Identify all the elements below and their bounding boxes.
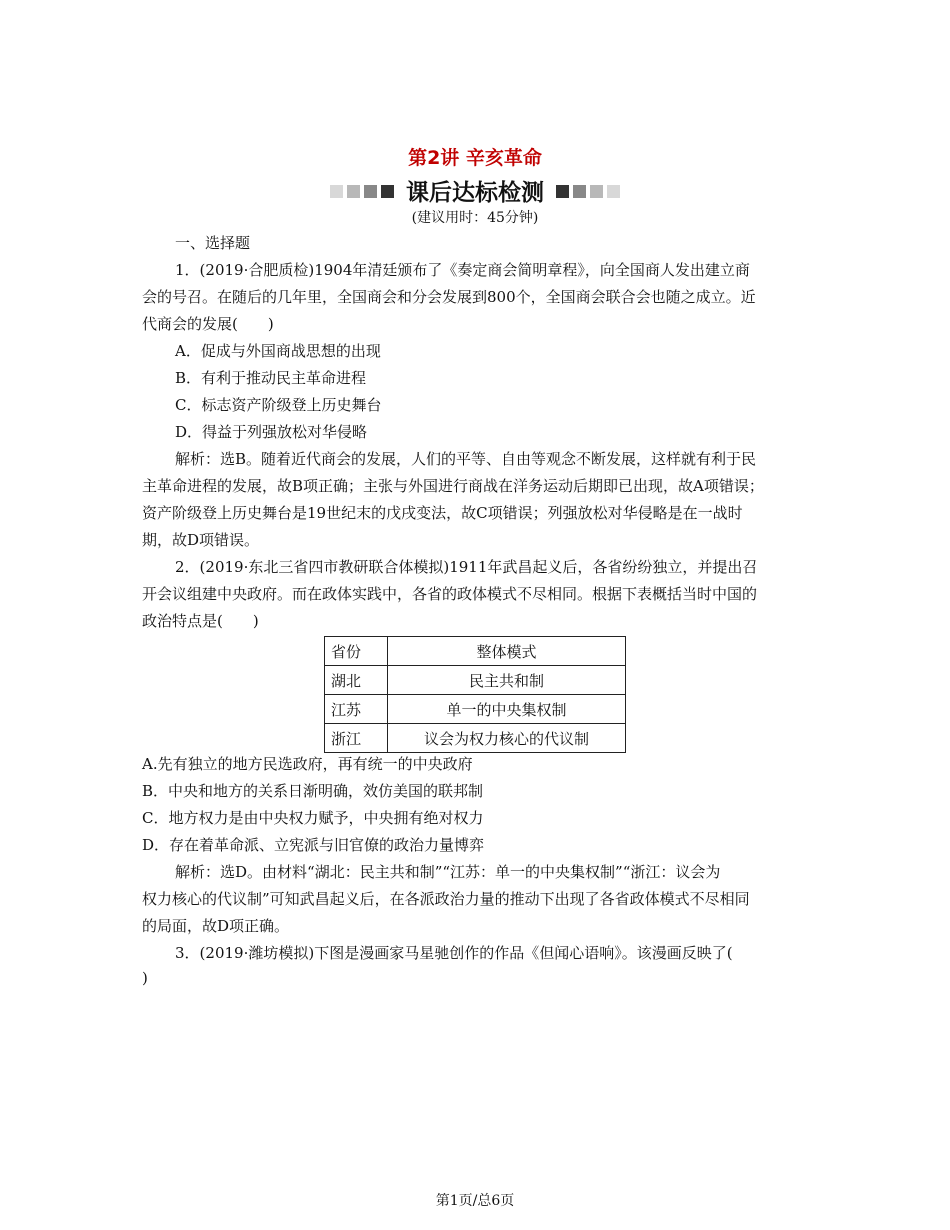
table-cell: 江苏 — [325, 695, 388, 724]
table-row — [325, 666, 626, 695]
section-banner — [0, 174, 950, 207]
q1-option-d: D．得益于列强放松对华侵略 — [175, 423, 368, 441]
table-header-cell: 省份 — [325, 637, 388, 666]
q2-analysis-line-1: 解析：选D。由材料“湖北：民主共和制”“江苏：单一的中央集权制”“浙江：议会为 — [175, 863, 721, 881]
q1-analysis-line-3: 资产阶级登上历史舞台是19世纪末的戊戌变法，故C项错误；列强放松对华侵略是在一战时 — [142, 504, 743, 522]
time-note: (建议用时：45分钟) — [411, 210, 539, 226]
table-cell: 湖北 — [325, 666, 388, 695]
banner-text: 课后达标检测 — [406, 180, 544, 206]
page-footer: 第1页/总6页 — [435, 1193, 515, 1209]
q1-analysis-line-2: 主革命进程的发展，故B项正确；主张与外国进行商战在洋务运动后期即已出现，故A项错误； — [142, 477, 764, 495]
table-cell: 单一的中央集权制 — [388, 695, 626, 724]
q1-stem-line-2: 会的号召。在随后的几年里，全国商会和分会发展到800个，全国商会联合会也随之成立。近 — [142, 288, 756, 306]
q2-stem-line-2: 开会议组建中央政府。而在政体实践中，各省的政体模式不尽相同。根据下表概括当时中国的 — [142, 585, 758, 603]
province-table — [324, 636, 626, 753]
q2-option-b: B．中央和地方的关系日渐明确，效仿美国的联邦制 — [142, 782, 484, 800]
q1-option-b: B．有利于推动民主革命进程 — [175, 369, 367, 387]
q1-option-a: A．促成与外国商战思想的出现 — [175, 342, 381, 360]
q2-option-a: A.先有独立的地方民选政府，再有统一的中央政府 — [142, 755, 473, 773]
q3-stem-line-2: ) — [142, 969, 148, 987]
q2-option-d: D．存在着革命派、立宪派与旧官僚的政治力量博弈 — [142, 836, 485, 854]
q2-analysis-line-2: 权力核心的代议制”可知武昌起义后，在各派政治力量的推动下出现了各省政体模式不尽相同 — [142, 890, 750, 908]
table-cell: 民主共和制 — [388, 666, 626, 695]
q1-analysis-line-1: 解析：选B。随着近代商会的发展，人们的平等、自由等观念不断发展，这样就有利于民 — [175, 450, 757, 468]
q2-stem-line-3: 政治特点是( ) — [142, 612, 259, 630]
q2-stem-line-1: 2．(2019·东北三省四市教研联合体模拟)1911年武昌起义后，各省纷纷独立，并提出召 — [175, 558, 758, 576]
banner-decoration-right — [554, 178, 622, 204]
q2-option-c: C．地方权力是由中央权力赋予，中央拥有绝对权力 — [142, 809, 484, 827]
q1-stem-line-3: 代商会的发展( ) — [142, 315, 274, 333]
table-row — [325, 695, 626, 724]
table-row — [325, 724, 626, 753]
q1-option-c: C．标志资产阶级登上历史舞台 — [175, 396, 382, 414]
banner-decoration-left — [328, 178, 396, 204]
q3-stem-line-1: 3．(2019·潍坊模拟)下图是漫画家马星驰创作的作品《但闻心语响》。该漫画反映了( — [175, 944, 733, 962]
table-header-cell: 整体模式 — [388, 637, 626, 666]
table-cell: 议会为权力核心的代议制 — [388, 724, 626, 753]
lesson-title: 第2讲 辛亥革命 — [408, 147, 542, 169]
q1-analysis-line-4: 期，故D项错误。 — [142, 531, 260, 549]
q2-analysis-line-3: 的局面，故D项正确。 — [142, 917, 290, 935]
table-header-row — [325, 637, 626, 666]
table-cell: 浙江 — [325, 724, 388, 753]
section-heading: 一、选择题 — [175, 234, 251, 252]
q1-stem-line-1: 1．(2019·合肥质检)1904年清廷颁布了《奏定商会简明章程》，向全国商人发出建立商 — [175, 261, 750, 279]
